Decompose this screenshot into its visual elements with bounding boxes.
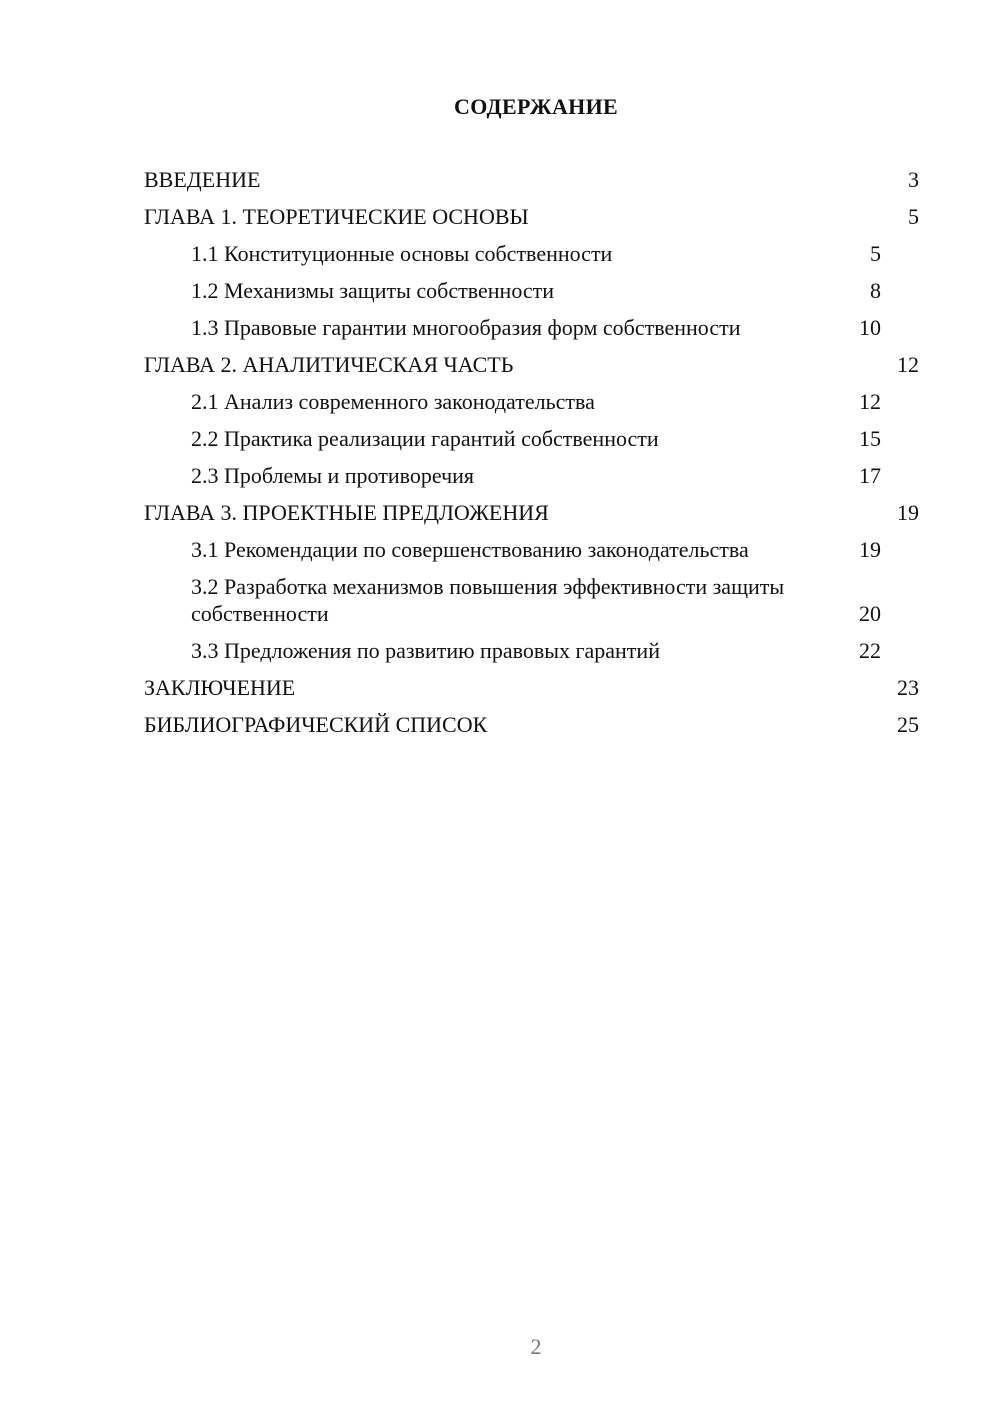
toc-entry-page: 25 xyxy=(897,712,919,737)
toc-entry-conclusion xyxy=(144,674,919,701)
toc-entry-section-2-1 xyxy=(144,388,919,415)
toc-entry-section-1-2 xyxy=(144,277,919,304)
toc-entry-label: ГЛАВА 2. АНАЛИТИЧЕСКАЯ ЧАСТЬ xyxy=(144,352,514,377)
toc-entry-label: ГЛАВА 3. ПРОЕКТНЫЕ ПРЕДЛОЖЕНИЯ xyxy=(144,500,549,525)
toc-entry-label: 3.3 Предложения по развитию правовых гарантий xyxy=(191,638,660,663)
toc-entry-label: 2.1 Анализ современного законодательства xyxy=(191,389,595,414)
toc-entry-chapter-2 xyxy=(144,351,919,378)
toc-entry-bibliography xyxy=(144,711,919,738)
toc-entry-label: ВВЕДЕНИЕ xyxy=(144,167,261,192)
toc-entry-page: 3 xyxy=(908,167,919,192)
toc-entry-page: 12 xyxy=(859,389,881,414)
toc-entry-section-2-2 xyxy=(144,425,919,452)
toc-entry-label: 2.3 Проблемы и противоречия xyxy=(191,463,475,488)
toc-entry-section-3-3 xyxy=(144,637,919,664)
toc-entry-page: 5 xyxy=(870,241,881,266)
toc-entry-page: 15 xyxy=(859,426,881,451)
toc-entry-section-1-3 xyxy=(144,314,919,341)
toc-entry-label: 1.2 Механизмы защиты собственности xyxy=(191,278,555,303)
toc-entry-page: 17 xyxy=(859,463,881,488)
toc-entry-page: 22 xyxy=(859,638,881,663)
toc-entry-chapter-3 xyxy=(144,499,919,526)
toc-entry-page: 12 xyxy=(897,352,919,377)
toc-entry-page: 20 xyxy=(859,601,881,626)
toc-entry-label: БИБЛИОГРАФИЧЕСКИЙ СПИСОК xyxy=(144,712,488,737)
toc-entry-label: 3.1 Рекомендации по совершенствованию законодательства xyxy=(191,537,749,562)
toc-entry-label: 2.2 Практика реализации гарантий собственности xyxy=(191,426,659,451)
toc-entry-label: 1.1 Конституционные основы собственности xyxy=(191,241,613,266)
toc-entry-page: 19 xyxy=(897,500,919,525)
toc-entry-page: 23 xyxy=(897,675,919,700)
toc-entry-chapter-1 xyxy=(144,203,919,230)
toc-entry-label: 3.2 Разработка механизмов повышения эффективности защиты собственности xyxy=(191,574,785,626)
toc-entry-label: ГЛАВА 1. ТЕОРЕТИЧЕСКИЕ ОСНОВЫ xyxy=(144,204,529,229)
toc-title: СОДЕРЖАНИЕ xyxy=(454,94,618,119)
toc-entry-page: 5 xyxy=(908,204,919,229)
toc-entry-label: 1.3 Правовые гарантии многообразия форм собственности xyxy=(191,315,741,340)
toc-entry-section-3-1 xyxy=(144,536,919,563)
toc-entry-page: 10 xyxy=(859,315,881,340)
toc-entry-page: 19 xyxy=(859,537,881,562)
toc-entry-label: ЗАКЛЮЧЕНИЕ xyxy=(144,675,296,700)
table-of-contents xyxy=(144,166,919,748)
toc-entry-section-2-3 xyxy=(144,462,919,489)
toc-entry-section-1-1 xyxy=(144,240,919,267)
toc-entry-introduction xyxy=(144,166,919,193)
page-number: 2 xyxy=(530,1334,542,1359)
toc-entry-section-3-2 xyxy=(144,573,919,627)
toc-entry-page: 8 xyxy=(870,278,881,303)
